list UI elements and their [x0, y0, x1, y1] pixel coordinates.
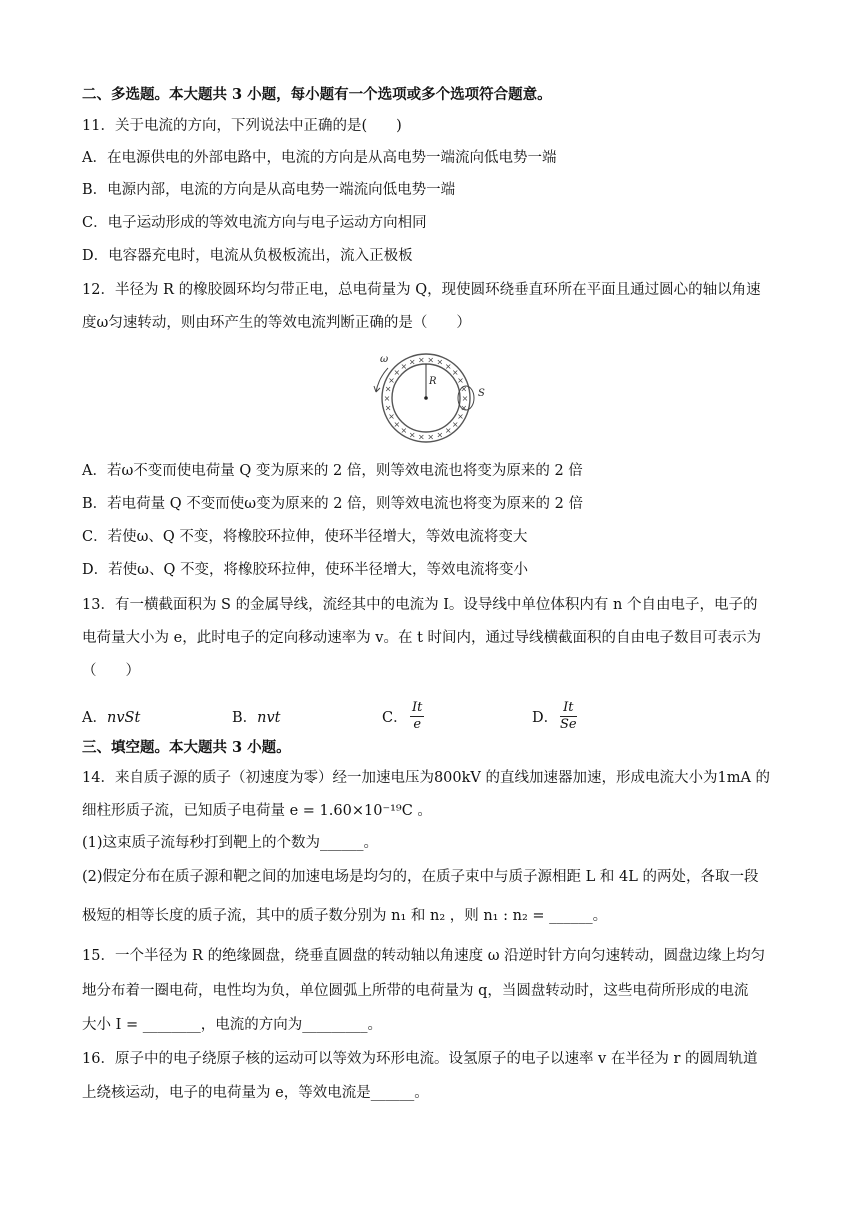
charge-mark: ×	[427, 432, 435, 442]
charge-mark: ×	[400, 361, 408, 371]
charge-mark: ×	[436, 357, 444, 367]
charge-mark: ×	[436, 430, 444, 440]
q12-stem-line-2: 度ω匀速转动，则由环产生的等效电流判断正确的是（ ）	[82, 315, 471, 331]
charge-mark: ×	[444, 361, 452, 371]
q13-option-b-label: B．	[232, 710, 258, 726]
charge-mark: ×	[393, 419, 401, 429]
ring-center	[424, 396, 428, 400]
q13-option-c-denominator: e	[413, 717, 422, 732]
omega-label: ω	[380, 354, 389, 365]
q13-option-a-label: A．	[82, 710, 107, 726]
charge-mark: ×	[417, 355, 425, 365]
q13-option-a-value: nvSt	[106, 710, 141, 726]
q13-option-d-fraction	[560, 700, 577, 733]
q14-line-1: 14．来自质子源的质子（初速度为零）经一加速电压为800kV 的直线加速器加速，形成电流大小为1mA 的	[82, 770, 771, 786]
q13-option-b-value: nvt	[257, 710, 281, 726]
q14-sub-1: (1)这束质子流每秒打到靶上的个数为______。	[82, 835, 379, 851]
q13-stem-line-3: （ ）	[82, 663, 140, 679]
radius-label: R	[429, 376, 437, 387]
q13-option-d	[532, 700, 577, 732]
q14-sub-2-line-2: 极短的相等长度的质子流，其中的质子数分别为 n₁ 和 n₂ ，则 n₁ : n₂ = ______。	[82, 908, 608, 924]
q15-line-1: 15．一个半径为 R 的绝缘圆盘，绕垂直圆盘的转动轴以角速度 ω 沿逆时针方向匀速转动，圆盘边缘上均匀	[82, 948, 766, 964]
q13-option-d-denominator: Se	[560, 717, 577, 732]
q12-option-b: B．若电荷量 Q 不变而使ω变为原来的 2 倍，则等效电流也将变为原来的 2 倍	[82, 496, 583, 512]
q14-sub-2-line-1: (2)假定分布在质子源和靶之间的加速电场是均匀的，在质子束中与质子源相距 L 和 4L 的两处，各取一段	[82, 869, 759, 885]
charge-mark: ×	[451, 419, 459, 429]
q13-option-b	[232, 706, 281, 727]
q13-option-c-label: C．	[382, 710, 408, 726]
charge-mark: ×	[460, 384, 468, 394]
charge-mark: ×	[400, 426, 408, 436]
charge-mark: ×	[393, 368, 401, 378]
q15-line-2: 地分布着一圈电荷，电性均为负，单位圆弧上所带的电荷量为 q，当圆盘转动时，这些电荷所形成的电流	[82, 983, 749, 999]
surface-label: S	[478, 388, 485, 399]
charge-mark: ×	[408, 357, 416, 367]
q11-option-b: B．电源内部，电流的方向是从高电势一端流向低电势一端	[82, 182, 456, 198]
q11-option-d: D．电容器充电时，电流从负极板流出，流入正极板	[82, 248, 413, 264]
q13-option-a	[82, 706, 140, 727]
q11-option-a: A．在电源供电的外部电路中，电流的方向是从高电势一端流向低电势一端	[82, 150, 557, 166]
q13-option-d-label: D．	[532, 710, 559, 726]
q13-option-c	[382, 700, 423, 732]
q11-stem: 11．关于电流的方向，下列说法中正确的是( )	[82, 118, 402, 134]
section-2-heading: 二、多选题。本大题共 3 小题，每小题有一个选项或多个选项符合题意。	[82, 86, 552, 103]
charged-ring-figure	[366, 348, 490, 448]
q14-line-2: 细柱形质子流，已知质子电荷量 e = 1.60×10⁻¹⁹C 。	[82, 803, 432, 819]
charged-ring-diagram	[366, 348, 490, 448]
charge-mark: ×	[444, 426, 452, 436]
q12-option-d: D．若使ω、Q 不变，将橡胶环拉伸，使环半径增大，等效电流将变小	[82, 562, 528, 578]
charge-mark: ×	[408, 430, 416, 440]
q13-stem-line-1: 13．有一横截面积为 S 的金属导线，流经其中的电流为 I。设导线中单位体积内有 n 个自由电子，电子的	[82, 597, 758, 613]
charge-mark: ×	[461, 394, 469, 403]
q13-option-c-fraction	[410, 700, 424, 733]
charge-mark: ×	[388, 412, 395, 422]
q12-option-c: C．若使ω、Q 不变，将橡胶环拉伸，使环半径增大，等效电流将变大	[82, 529, 528, 545]
q16-line-2: 上绕核运动，电子的电荷量为 e，等效电流是______。	[82, 1085, 429, 1101]
charge-mark: ×	[384, 384, 392, 394]
q13-options	[82, 700, 782, 740]
charge-mark: ×	[384, 403, 392, 413]
q15-line-3: 大小 I = ________，电流的方向为_________。	[82, 1017, 382, 1033]
q13-option-d-numerator: It	[560, 700, 577, 717]
q12-stem-line-1: 12．半径为 R 的橡胶圆环均匀带正电，总电荷量为 Q，现使圆环绕垂直环所在平面且通过圆心的轴以角速	[82, 282, 761, 298]
q16-line-1: 16．原子中的电子绕原子核的运动可以等效为环形电流。设氢原子的电子以速率 v 在半径为 r 的圆周轨道	[82, 1051, 758, 1067]
charge-mark: ×	[388, 375, 395, 385]
charge-mark: ×	[451, 368, 459, 378]
section-3-heading: 三、填空题。本大题共 3 小题。	[82, 739, 291, 756]
charge-mark: ×	[457, 375, 464, 385]
q11-option-c: C．电子运动形成的等效电流方向与电子运动方向相同	[82, 215, 427, 231]
charge-mark: ×	[460, 403, 468, 413]
charge-mark: ×	[457, 412, 464, 422]
q13-option-c-numerator: It	[412, 700, 423, 715]
q12-option-a: A．若ω不变而使电荷量 Q 变为原来的 2 倍，则等效电流也将变为原来的 2 倍	[82, 463, 583, 479]
charge-mark: ×	[417, 432, 425, 442]
q13-stem-line-2: 电荷量大小为 e，此时电子的定向移动速率为 v。在 t 时间内，通过导线横截面积的自由电子数目可表示为	[82, 630, 762, 646]
charge-mark: ×	[383, 394, 391, 403]
charge-mark: ×	[427, 355, 435, 365]
